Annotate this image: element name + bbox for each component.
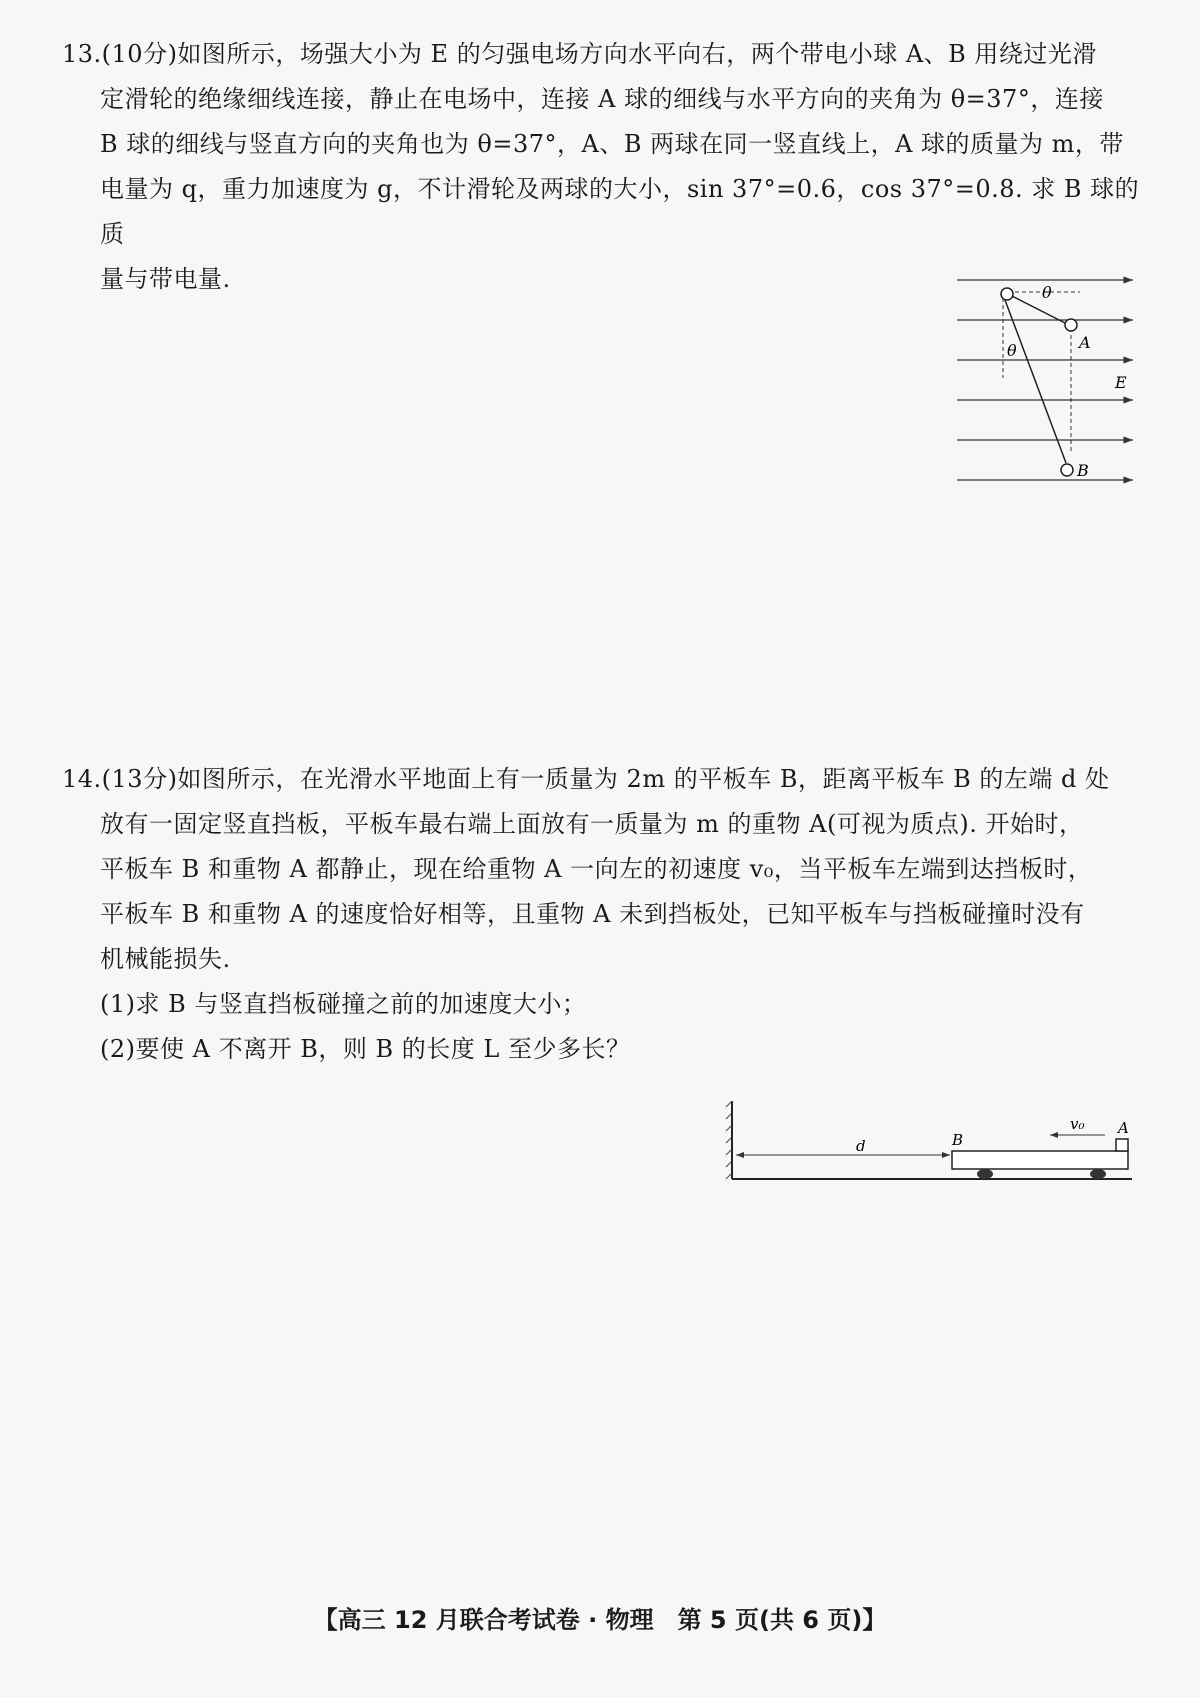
label-B: B (1077, 461, 1089, 480)
label-d: d (856, 1137, 866, 1155)
question-13 (62, 32, 1140, 302)
q14-line-2: 放有一固定竖直挡板，平板车最右端上面放有一质量为 m 的重物 A(可视为质点). 开始时， (100, 810, 1084, 838)
label-B: B (952, 1131, 964, 1149)
label-v0: v₀ (1070, 1115, 1085, 1133)
q14-subquestion-2: (2)要使 A 不离开 B，则 B 的长度 L 至少多长？ (100, 1035, 631, 1063)
q14-subquestion-1: (1)求 B 与竖直挡板碰撞之前的加速度大小； (100, 990, 587, 1018)
block-A (1116, 1139, 1128, 1151)
label-A: A (1079, 333, 1091, 352)
q13-line-3: B 球的细线与竖直方向的夹角也为 θ=37°，A、B 两球在同一竖直线上，A 球的质量为 m，带 (100, 130, 1124, 158)
page-footer: 【高三 12 月联合考试卷 · 物理 第 5 页(共 6 页)】 (313, 1606, 887, 1634)
label-A: A (1118, 1119, 1129, 1137)
label-theta-side: θ (1007, 341, 1017, 360)
q13-line-4: 电量为 q，重力加速度为 g，不计滑轮及两球的大小，sin 37°=0.6，cos 37°=0.8. 求 B 球的质 (100, 175, 1140, 248)
q13-line-1: 13.(10分)如图所示，场强大小为 E 的匀强电场方向水平向右，两个带电小球 A、B 用绕过光滑 (62, 40, 1097, 68)
q13-figure-electric-field (955, 268, 1135, 498)
q14-line-4: 平板车 B 和重物 A 的速度恰好相等，且重物 A 未到挡板处，已知平板车与挡板碰撞时没有 (100, 900, 1085, 928)
q14-line-1: 14.(13分)如图所示，在光滑水平地面上有一质量为 2m 的平板车 B，距离平板车 B 的左端 d 处 (62, 765, 1110, 793)
q13-line-5: 量与带电量. (100, 265, 231, 293)
question-14 (62, 757, 1140, 1072)
cart-B (952, 1151, 1128, 1169)
field-lines (957, 280, 1133, 480)
q14-figure-cart (720, 1095, 1135, 1185)
q14-line-5: 机械能损失. (100, 945, 231, 973)
ball-B (1061, 464, 1073, 476)
ball-A (1065, 319, 1077, 331)
q13-line-2: 定滑轮的绝缘细线连接，静止在电场中，连接 A 球的细线与水平方向的夹角为 θ=37°，连接 (100, 85, 1104, 113)
q14-line-3: 平板车 B 和重物 A 都静止，现在给重物 A 一向左的初速度 v₀，当平板车左端到达挡板时， (100, 855, 1093, 883)
pulley (1001, 288, 1013, 300)
label-theta-top: θ (1042, 283, 1052, 302)
label-E: E (1115, 373, 1127, 392)
